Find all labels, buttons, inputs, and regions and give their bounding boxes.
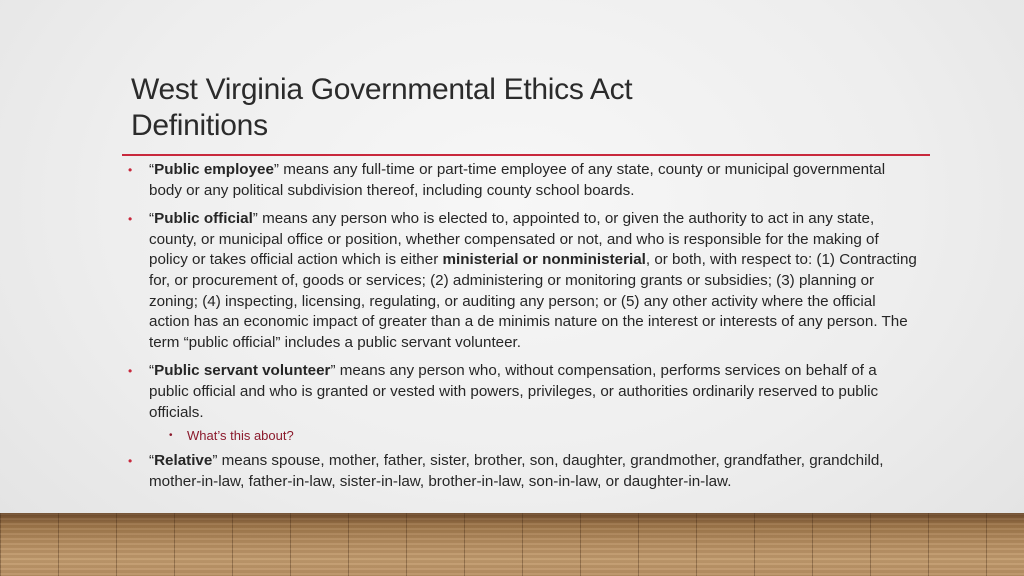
term: Public employee [154,161,274,178]
definition-text-before: ” means any person who is elected to, appointed to, or given the authority to act in any state, county, or municipal office or position, whether compensated or not, and who is responsible for the making of policy or takes official action which is either [149,210,879,269]
definition-public-servant-volunteer [128,361,918,423]
bullet-icon: • [128,163,133,177]
open-quote: “ [149,210,155,228]
bullet-icon: • [128,454,133,469]
slide-title [131,72,931,144]
definition-relative [128,451,918,492]
definition-emphasis: ministerial or nonministerial [442,251,646,269]
open-quote: “ [149,362,155,380]
open-quote: “ [149,161,155,178]
bullet-icon: • [128,364,133,379]
definition-text: ” means any full-time or part-time employee of any state, county or municipal governmental body or any political subdivision thereof, including county school boards. [149,161,886,199]
title-line-2: Definitions [131,109,268,142]
definition-public-employee [128,160,918,201]
wood-floor-grain [0,513,1024,576]
sub-item-whats-this-about[interactable] [128,427,918,445]
definition-text-after: , or both, with respect to: (1) Contracting for, or procurement of, goods or services; (2) administering or monitoring grants or subsidies; (3) planning or zoning; (4) inspecting, licensing, regulating, or auditing any person; or (5) any other activity where the official action has an economic impact of greater than a de minimis nature on the interest or interests of any person. The term “public official” includes a public servant volunteer. [149,251,917,351]
open-quote: “ [149,452,155,470]
term: Public servant volunteer [154,362,331,380]
title-divider [122,154,930,156]
term: Relative [154,452,213,470]
term: Public official [154,210,253,228]
definitions-list [128,160,918,500]
title-line-1: West Virginia Governmental Ethics Act [131,73,633,106]
sub-item-label[interactable]: What’s this about? [187,428,294,444]
definition-text: ” means spouse, mother, father, sister, brother, son, daughter, grandmother, grandfather, grandchild, mother-in-law, father-in-law, sister-in-law, brother-in-law, son-in-law, or daughter-in-law. [149,452,884,490]
sub-bullet-icon: • [169,430,173,442]
bullet-icon: • [128,212,133,227]
definition-text: ” means any person who, without compensation, performs services on behalf of a public official and who is granted or vested with powers, privileges, or authorities ordinarily reserved to public officials. [149,362,879,421]
definition-public-official [128,209,918,353]
